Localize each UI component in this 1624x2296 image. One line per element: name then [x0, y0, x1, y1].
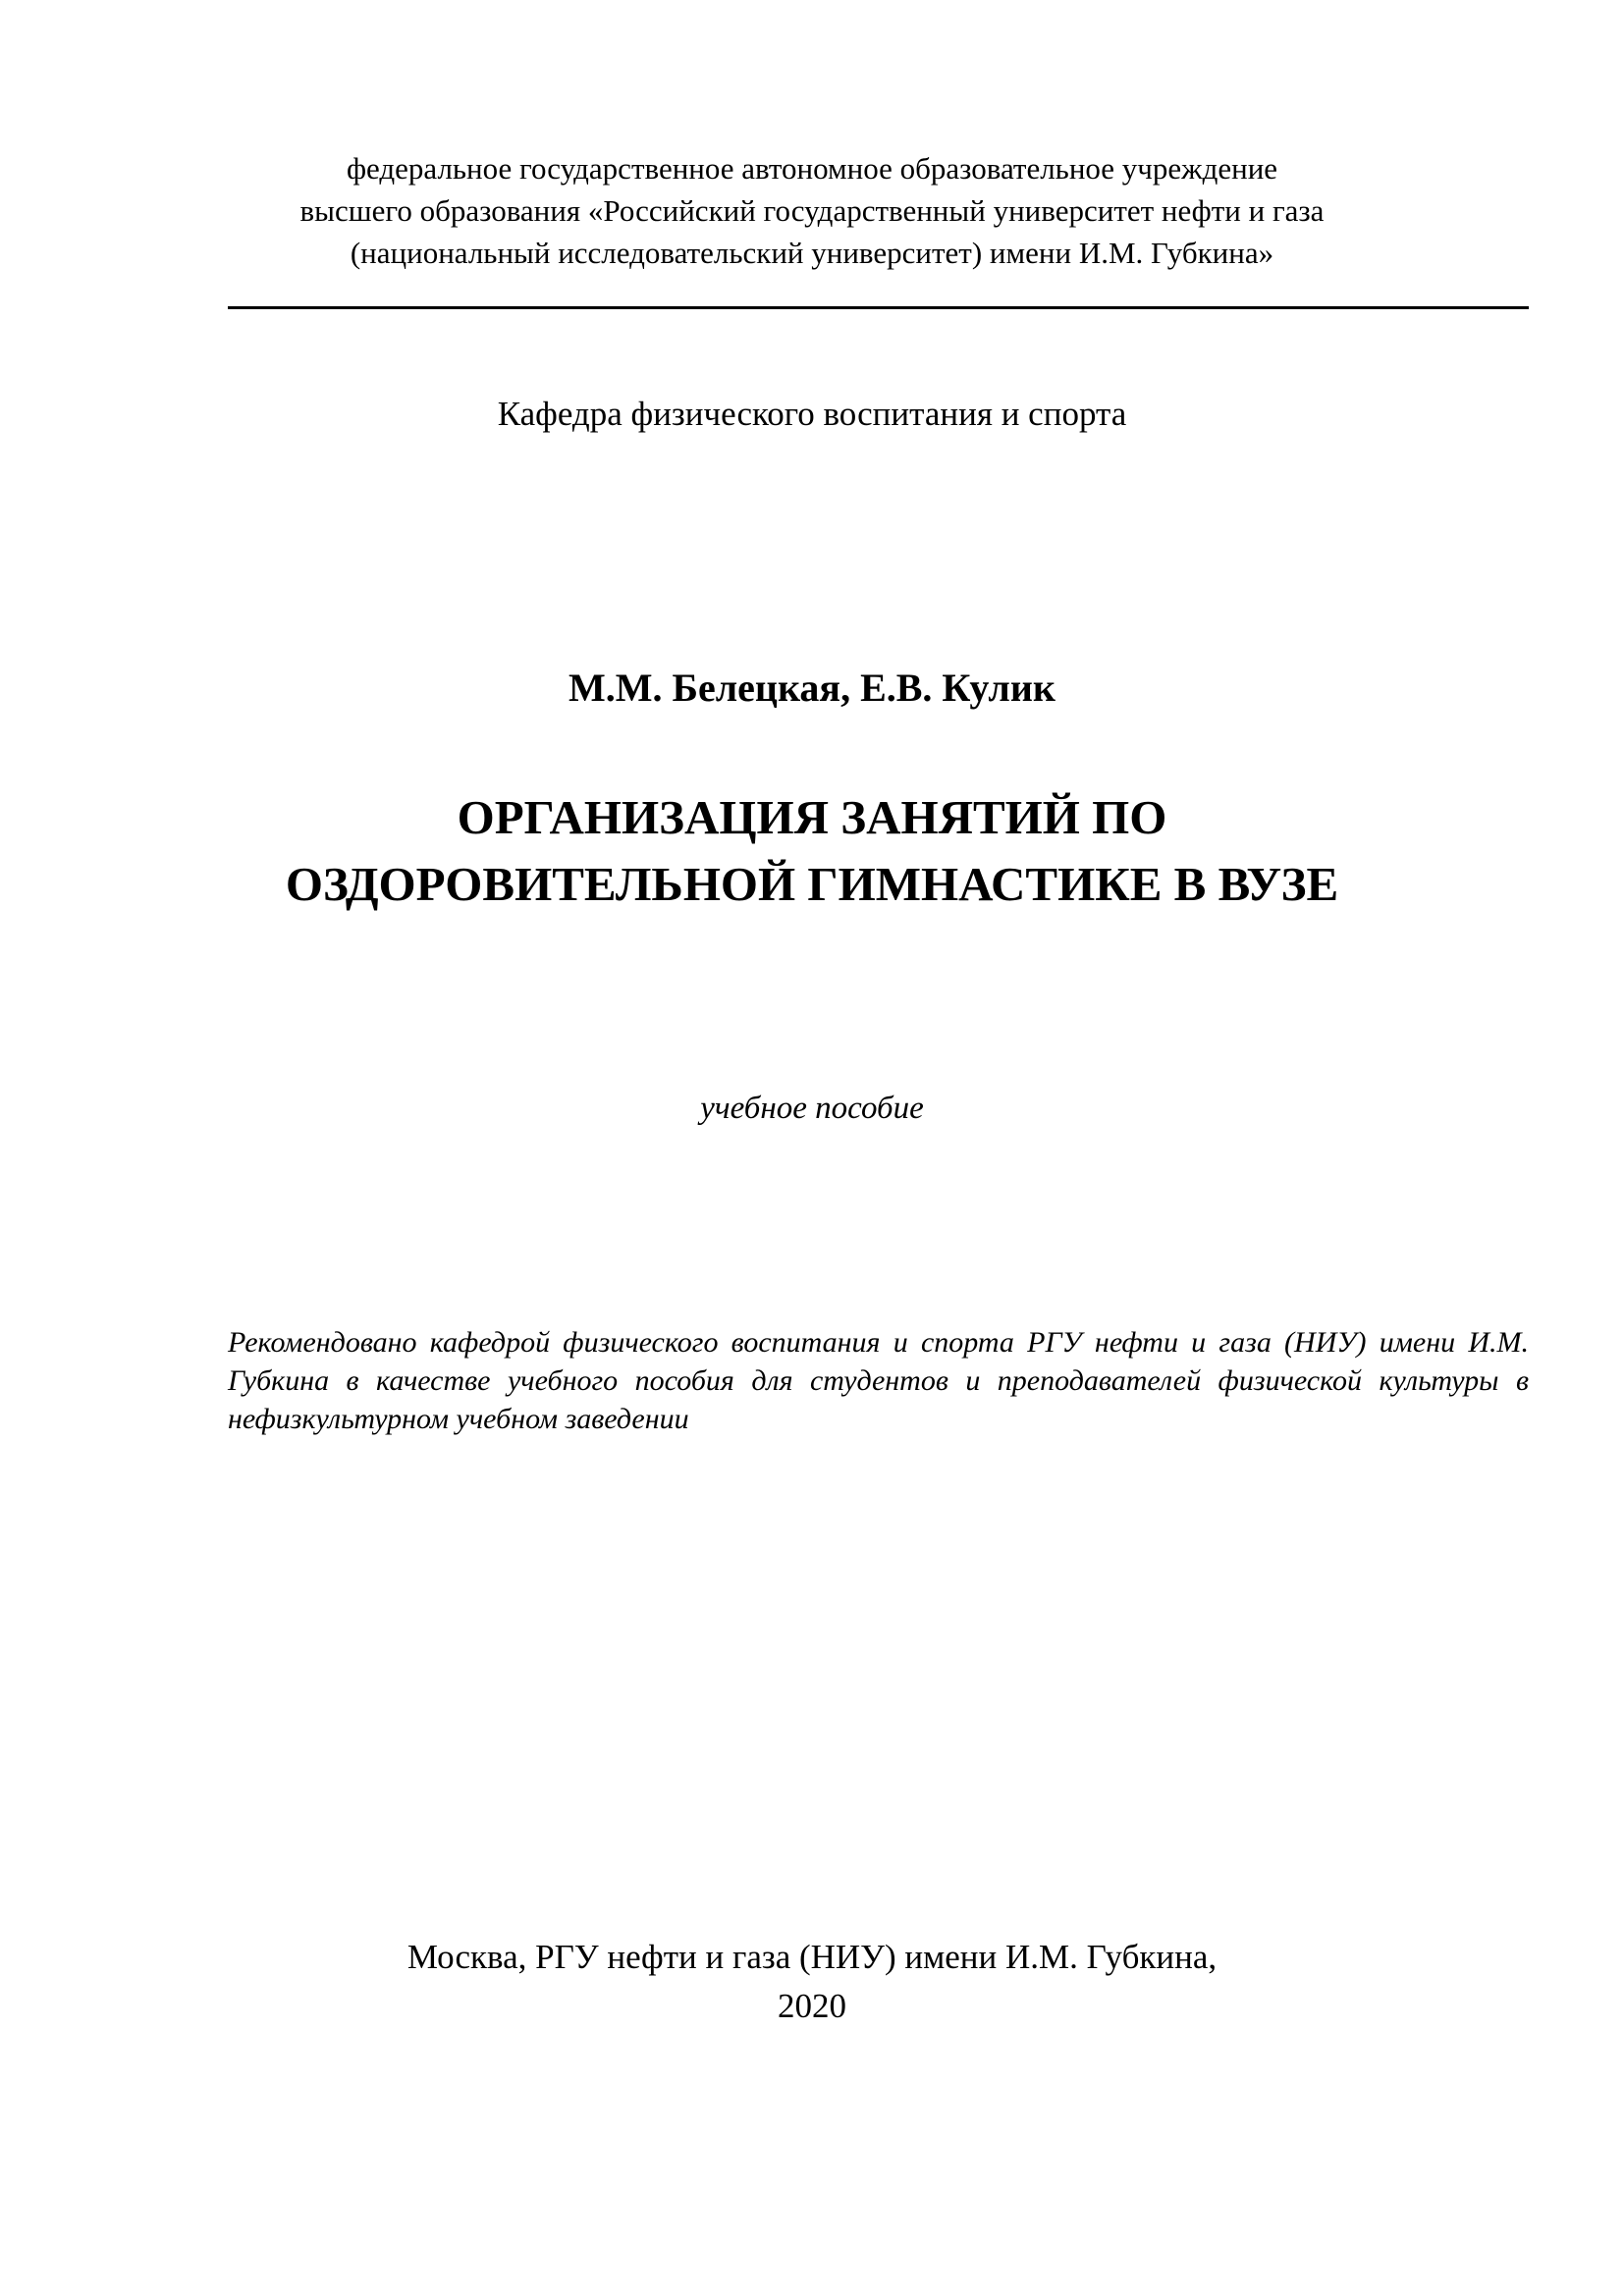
book-title-line-1: ОРГАНИЗАЦИЯ ЗАНЯТИЙ ПО — [457, 790, 1167, 844]
institution-line-1: федеральное государственное автономное образовательное учреждение — [346, 151, 1278, 186]
book-title-line-2: ОЗДОРОВИТЕЛЬНОЙ ГИМНАСТИКЕ В ВУЗЕ — [285, 857, 1339, 911]
imprint-year: 2020 — [778, 1987, 846, 2025]
institution-line-3: (национальный исследовательский университет) имени И.М. Губкина» — [350, 236, 1274, 270]
document-type: учебное пособие — [700, 1091, 924, 1126]
institution-line-2: высшего образования «Российский государственный университет нефти и газа — [299, 193, 1325, 228]
header-divider — [228, 306, 1529, 309]
imprint-publisher: Москва, РГУ нефти и газа (НИУ) имени И.М. Губкина, — [406, 1938, 1218, 1976]
department-name: Кафедра физического воспитания и спорта — [497, 395, 1127, 433]
recommendation-note: Рекомендовано кафедрой физического воспитания и спорта РГУ нефти и газа (НИУ) имени И.М. Губкина в качестве учебного пособия для студентов и преподавателей физической культуры в нефизкультурном учебном заведении — [228, 1326, 1529, 1435]
authors: М.М. Белецкая, Е.В. Кулик — [568, 666, 1056, 710]
